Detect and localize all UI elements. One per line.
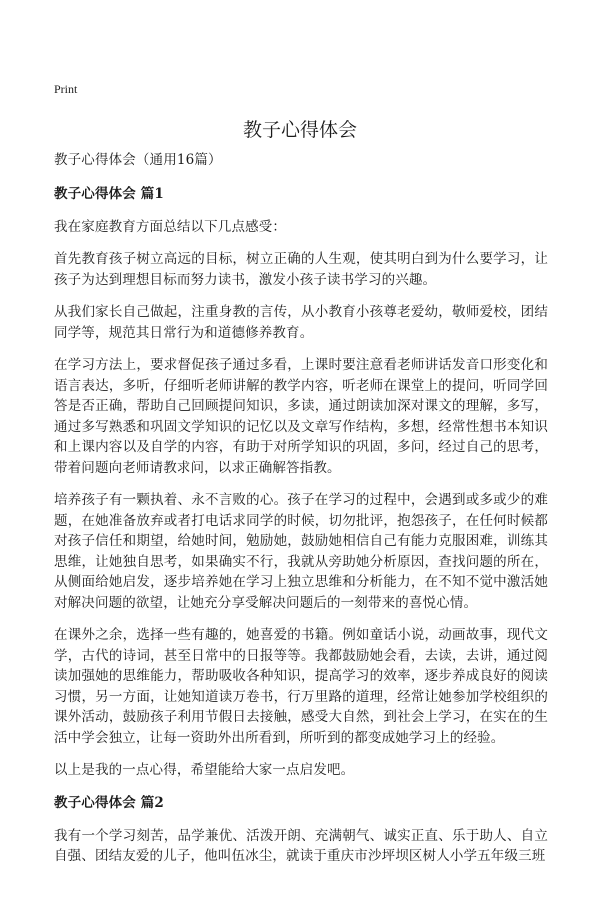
paragraph: 在学习方法上，要求督促孩子通过多看，上课时要注意看老师讲话发音口形变化和语言表达，多听，仔细听老师讲解的教学内容，听老师在课堂上的提问，听同学回答是否正确，帮助自己回顾提问知识，多读，通过朗读加深对课文的理解，多写，通过多写熟悉和巩固文学知识的记忆以及文章写作结构，多想，经常性想书本知识和上课内容以及自学的内容，有助于对所学知识的巩固，多问，经过自己的思考，带着问题向老师请教求问，以求正确解答指教。	[54, 357, 548, 476]
document-subtitle: 教子心得体会（通用16篇）	[54, 152, 222, 168]
document-body	[54, 150, 548, 879]
paragraph: 在课外之余，选择一些有趣的，她喜爱的书籍。例如童话小说，动画故事，现代文学，古代的诗词，甚至日常中的日报等等。我都鼓励她会看，去读，去讲，通过阅读加强她的思维能力，帮助吸收各种知识，提高学习的效率，逐步养成良好的阅读习惯，另一方面，让她知道读万卷书，行万里路的道理，经常让她参加学校组织的课外活动，鼓励孩子利用节假日去接触，感受大自然，到社会上学习，在实在的生活中学会独立，让每一资助外出所看到，所听到的都变成她学习上的经验。	[54, 627, 548, 746]
paragraph: 首先教育孩子树立高远的目标，树立正确的人生观，使其明白到为什么要学习，让孩子为达到理想目标而努力读书，激发小孩子读书学习的兴趣。	[54, 251, 548, 288]
print-link[interactable]: Print	[54, 82, 78, 96]
paragraph: 我有一个学习刻苦，品学兼优、活泼开朗、充满朝气、诚实正直、乐于助人、自立自强、团结友爱的儿子，他叫伍冰尘，就读于重庆市沙坪坝区树人小学五年级三班	[54, 827, 548, 864]
section-heading-1: 教子心得体会 篇1	[54, 185, 164, 202]
paragraph: 以上是我的一点心得，希望能给大家一点启发吧。	[54, 762, 355, 778]
section-heading-2: 教子心得体会 篇2	[54, 794, 164, 811]
paragraph: 从我们家长自己做起，注重身教的言传，从小教育小孩尊老爱幼，敬师爱校，团结同学等，规范其日常行为和道德修养教育。	[54, 304, 548, 341]
paragraph: 培养孩子有一颗执着、永不言败的心。孩子在学习的过程中，会遇到或多或少的难题，在她准备放弃或者打电话求同学的时候，切勿批评，抱怨孩子，在任何时候都对孩子信任和期望，给她时间，勉励她，鼓励她相信自己有能力克服困难，训练其思维，让她独自思考，如果确实不行，我就从旁助她分析原因，查找问题的所在，从侧面给她启发，逐步培养她在学习上独立思维和分析能力，在不知不觉中激活她对解决问题的欲望，让她充分享受解决问题后的一刻带来的喜悦心情。	[54, 492, 548, 611]
page-title: 教子心得体会	[242, 119, 357, 141]
paragraph: 我在家庭教育方面总结以下几点感受：	[54, 218, 287, 235]
